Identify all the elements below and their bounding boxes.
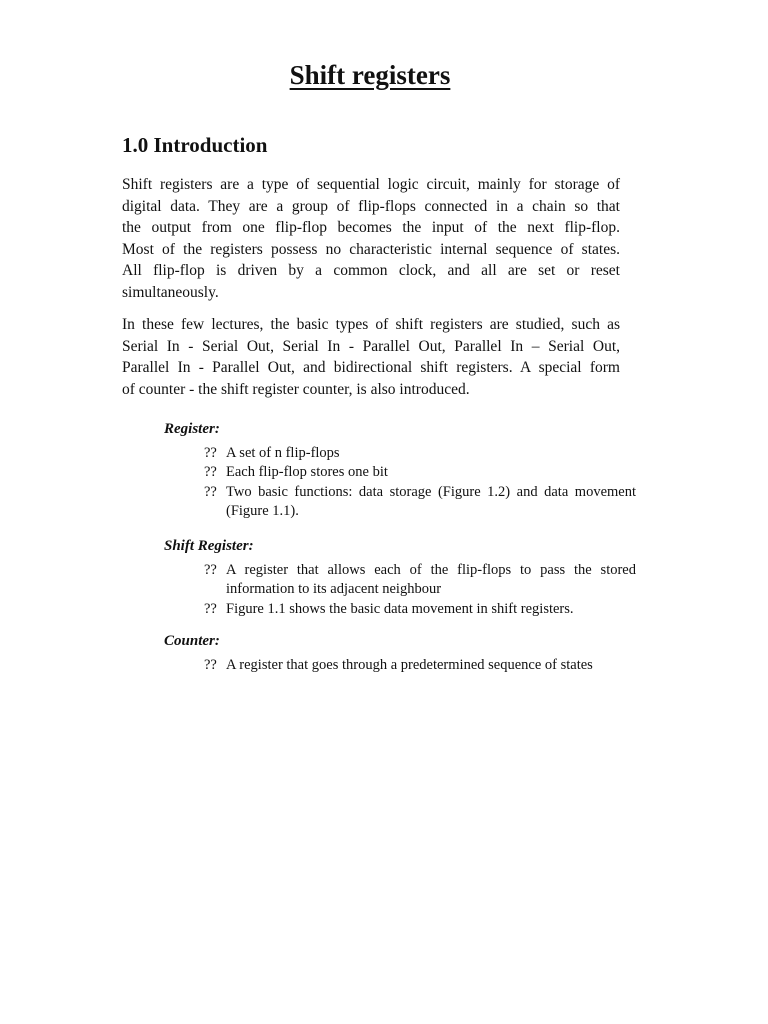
paragraph-line: simultaneously. [122, 283, 219, 301]
paragraph-line: Serial In - Serial Out, Serial In - Parallel Out, Parallel In – Serial Out, [122, 337, 620, 355]
paragraph-line: Most of the registers possess no characteristic internal sequence of states. [122, 240, 620, 258]
bullet-marker: ?? [204, 444, 217, 461]
bullet-marker: ?? [204, 483, 217, 500]
list-item [204, 463, 636, 483]
bullet-marker: ?? [204, 656, 217, 673]
definition-term: Shift Register: [164, 538, 254, 554]
bullet-marker: ?? [204, 561, 217, 578]
paragraph-line: All flip-flop is driven by a common clock, and all are set or reset [122, 262, 620, 279]
list-item-text: A set of n flip-flops [226, 444, 340, 461]
paragraph-line: the output from one flip-flop becomes the input of the next flip-flop. [122, 219, 620, 236]
paragraph-line: digital data. They are a group of flip-flops connected in a chain so that [122, 197, 620, 215]
list-item-text: A register that goes through a predetermined sequence of states [226, 656, 593, 673]
definition-counter [164, 632, 636, 675]
paragraph-line: of counter - the shift register counter, is also introduced. [122, 380, 470, 398]
lectures-paragraph [122, 314, 620, 400]
definition-list [164, 444, 636, 522]
definition-list [164, 561, 636, 620]
section-heading: 1.0 Introduction [122, 133, 268, 157]
definition-term: Counter: [164, 633, 220, 649]
intro-paragraph [122, 174, 620, 303]
list-item-text: A register that allows each of the flip-flops to pass the stored information to its adjacent neighbour [226, 561, 636, 597]
list-item [204, 656, 636, 676]
definition-register [164, 420, 636, 522]
definition-term: Register: [164, 421, 220, 437]
page-title: Shift registers [289, 60, 451, 90]
definition-shift-register [164, 537, 636, 619]
list-item [204, 561, 636, 600]
paragraph-line: Shift registers are a type of sequential logic circuit, mainly for storage of [122, 176, 620, 193]
paragraph-line: Parallel In - Parallel Out, and bidirectional shift registers. A special form [122, 359, 620, 376]
definition-list [164, 656, 636, 676]
list-item [204, 483, 636, 522]
bullet-marker: ?? [204, 600, 217, 617]
list-item-text: Two basic functions: data storage (Figure 1.2) and data movement (Figure 1.1). [226, 483, 636, 519]
paragraph-line: In these few lectures, the basic types of shift registers are studied, such as [122, 316, 620, 333]
list-item-text: Figure 1.1 shows the basic data movement in shift registers. [226, 600, 574, 617]
bullet-marker: ?? [204, 464, 217, 480]
list-item-text: Each flip-flop stores one bit [226, 464, 388, 480]
list-item [204, 600, 636, 620]
list-item [204, 444, 636, 464]
